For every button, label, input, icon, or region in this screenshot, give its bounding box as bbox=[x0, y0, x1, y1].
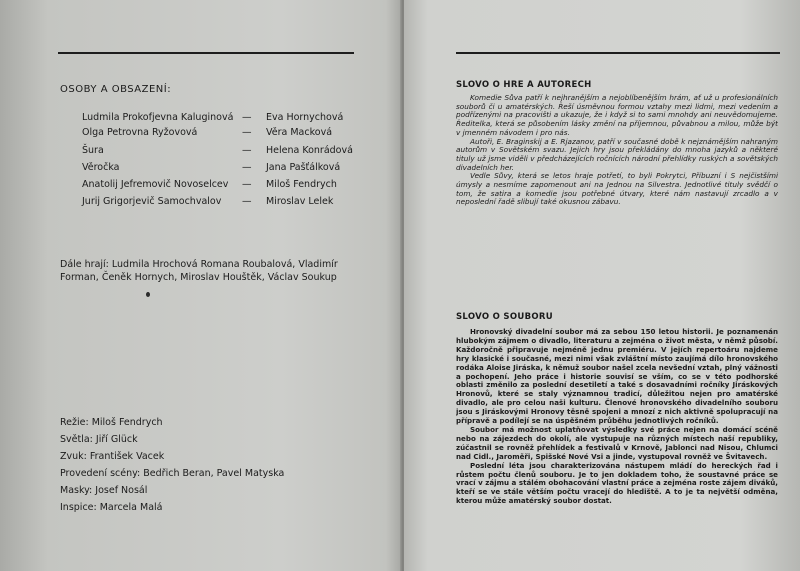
credit-line: Světla: Jiří Glück bbox=[60, 434, 138, 445]
right-top-rule bbox=[456, 52, 780, 54]
cast-actor: Miloš Fendrych bbox=[266, 179, 337, 190]
play-text bbox=[456, 94, 778, 254]
cast-actor: Jana Pašťálková bbox=[266, 162, 341, 173]
cast-actor: Eva Hornychová bbox=[266, 112, 344, 123]
cast-dash: — bbox=[242, 112, 252, 123]
credit-line: Zvuk: František Vacek bbox=[60, 451, 165, 462]
cast-role: Ludmila Prokofjevna Kaluginová bbox=[82, 112, 234, 123]
ensemble-heading: SLOVO O SOUBORU bbox=[456, 312, 553, 322]
ensemble-paragraph: Poslední léta jsou charakterizována nástupem mládí do hereckých řad i růstem počtu členů souboru. Je to jen dokladem toho, že soustavné práce se vrací v zájmu a stálém obohacování vlastní práce a zejména roste zájem diváků, kteří se ve stále větším počtu vracejí do hlediště. A to je ta největší odměna, kterou může amatérský soubor dostat. bbox=[456, 460, 778, 506]
cast-dash: — bbox=[242, 196, 252, 207]
credit-line: Režie: Miloš Fendrych bbox=[60, 417, 163, 428]
cast-role: Jurij Grigorjevič Samochvalov bbox=[82, 196, 222, 207]
cast-role: Věročka bbox=[82, 162, 120, 173]
ensemble-text bbox=[456, 328, 778, 514]
cast-role: Šura bbox=[82, 145, 104, 156]
ensemble-paragraph: Soubor má možnost uplatňovat výsledky své práce nejen na domácí scéně nebo na zájezdech do okolí, ale vystupuje na různých místech naší republiky, zúčastnil se rovněž přehlídek a festivalů v Krnově, Jablonci nad Nisou, Chlumci nad Cidl., Jaroměři, Spišské Nové Vsi a jinde, vystupoval rovněž ve Švitavech. bbox=[456, 424, 778, 461]
cast-actor: Helena Konrádová bbox=[266, 145, 353, 156]
cast-dash: — bbox=[242, 162, 252, 173]
also-playing: Dále hrají: Ludmila Hrochová Romana Roubalová, Vladimír Forman, Čeněk Hornych, Miroslav Houštěk, Václav Soukup bbox=[60, 259, 338, 283]
cast-heading: OSOBY A OBSAZENÍ: bbox=[60, 84, 172, 95]
cast-actor: Miroslav Lelek bbox=[266, 196, 334, 207]
credit-line: Provedení scény: Bedřich Beran, Pavel Matyska bbox=[60, 468, 285, 479]
play-paragraph: Autoři, E. Braginskij a E. Rjazanov, patří v současné době k nejznámějším nahraným autorům v Sovětském svazu. Jejich hry jsou překládány do mnoha jazyků a některé tituly už jsme viděli v předcházejících ročnících národní přehlídky ruských a sovětských divadelních her. bbox=[456, 136, 778, 172]
left-top-rule bbox=[58, 52, 354, 54]
cast-role: Anatolij Jefremovič Novoselcev bbox=[82, 179, 229, 190]
play-heading: SLOVO O HRE A AUTORECH bbox=[456, 80, 592, 90]
cast-role: Olga Petrovna Ryžovová bbox=[82, 127, 198, 138]
cast-actor: Věra Macková bbox=[266, 127, 333, 138]
credit-line: Masky: Josef Nosál bbox=[60, 485, 148, 496]
credit-line: Inspice: Marcela Malá bbox=[60, 502, 163, 513]
cast-dash: — bbox=[242, 127, 252, 138]
play-paragraph: Vedle Sůvy, která se letos hraje potřetí, to byli Pokrytci, Příbuzní i S nejčistšími úmysly a nesmíme zapomenout ani na Jednou na Silvestra. Jednotlivé tituly svědčí o tom, že satira a komedie jsou potřebné útvary, které nám nastavují zrcadlo a v neposlední řadě slibují také okusnou zábavu. bbox=[456, 171, 778, 207]
cast-dash: — bbox=[242, 145, 252, 156]
cast-dash: — bbox=[242, 179, 252, 190]
ensemble-paragraph: Hronovský divadelní soubor má za sebou 150 letou historii. Je poznamenán hlubokým zájmem o divadlo, literaturu a zejména o život města, v němž působí. Každoročně připravuje nejméně jednu premiéru. V jejích repertoáru najdeme hry klasické i současné, mezi nimi však zvláštní místo zaujímá dílo hronovského rodáka Aloise Jiráska, k němuž soubor našel zcela nevšední vztah, plný vážnosti a pochopení. Jeho práce i historie souvisí se vším, co se v této podhorské oblasti změnilo za poslední desetiletí a také s dosavadními ročníky Jiráskových Hronovů, které se staly významnou tradicí, důležitou nejen pro amatérské divadlo, ale pro celou naši kulturu. Členové hronovského divadelního souboru jsou s Jiráskovými Hronovy těsně spojeni a mnozí z nich aktivně spolupracují na přípravě a podílejí se na úspěšném průběhu jednotlivých ročníků. bbox=[456, 328, 778, 426]
play-paragraph: Komedie Sůva patří k nejhranějším a nejoblíbenějším hrám, ať už u profesionálních souborů či u amatérských. Řeší úsměvnou formou vztahy mezi lidmi, mezi vedením a podřízenými na pracovišti a ukazuje, že i když si to sami mnohdy ani neuvědomujeme. Ředitelka, která se působením lásky změní na příjemnou, půvabnou a milou, může být v jmenném návodem i pro nás. bbox=[456, 94, 778, 137]
paper-speck bbox=[146, 292, 150, 297]
